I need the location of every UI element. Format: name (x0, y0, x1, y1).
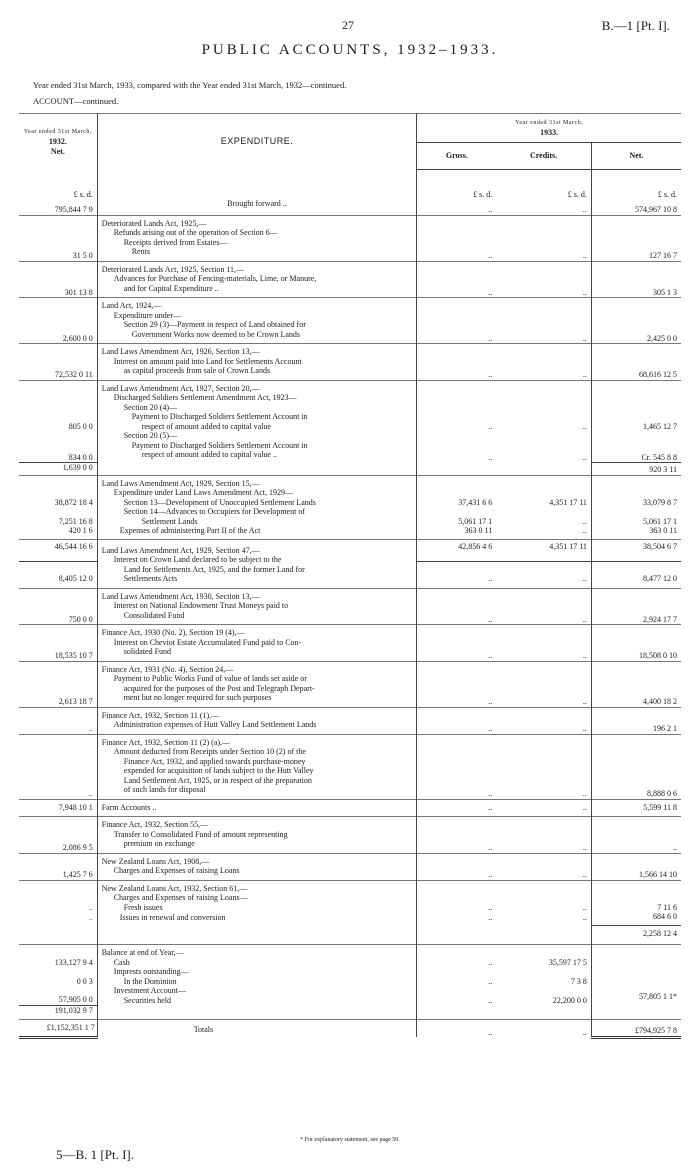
balance-imp-prev: 0 0 3 (19, 967, 97, 986)
lla27-gross: .. (417, 380, 496, 431)
lla27-line: Payment to Discharged Soldiers Settlement Account in (131, 440, 308, 450)
lla27-line: Payment to Discharged Soldiers Settlement Account in (131, 412, 308, 421)
fa31-line: Finance Act, 1931 (No. 4), Section 24,— (101, 664, 234, 674)
bf-desc: Brought forward .. (97, 199, 417, 215)
prev-year-header (19, 114, 97, 170)
fa32-11a-line: Finance Act, 1932, and applied towards purchase-money (123, 756, 306, 766)
subtotal-row (19, 1005, 681, 1020)
lla29-line: Expenses of administering Part II of the Act (97, 526, 417, 539)
table-row (19, 298, 681, 344)
nzla32-prev1: .. (19, 880, 97, 912)
fa32-11a-gross: .. (417, 734, 496, 799)
table-row (19, 526, 681, 539)
farm-gross: .. (417, 799, 496, 817)
la-line: Government Works now deemed to be Crown Lands (131, 329, 300, 339)
lla29-47-line: Land for Settlements Act, 1925, and the former Land for (123, 564, 305, 574)
balance-net: 57,805 1 1* (639, 992, 677, 1001)
bf-prev: 795,844 7 9 (19, 199, 97, 215)
nzla32-net2: 684 6 0 (653, 912, 677, 921)
lla29-a-prev: 38,872 18 4 (19, 475, 97, 507)
la-net: 2,425 0 0 (591, 298, 681, 344)
lla27-prev1: 805 0 0 (19, 380, 97, 431)
current-year-header (417, 114, 681, 143)
lla30-net: 2,924 17 7 (591, 588, 681, 625)
document-reference: B.—1 [Pt. I]. (601, 18, 670, 33)
lla26-credits: .. (496, 344, 591, 381)
table-row (19, 707, 681, 734)
nzla32-line: New Zealand Loans Act, 1932, Section 61,— (101, 883, 248, 893)
lla29-c-net: 363 0 11 (649, 526, 677, 535)
farm-prev: 7,948 10 1 (19, 799, 97, 817)
fa32-55-line: premium on exchange (123, 839, 195, 848)
table-row (19, 734, 681, 799)
dla-prev: 31 5 0 (19, 215, 97, 261)
balance-line: Balance at end of Year,— (101, 948, 184, 957)
fa30-gross: .. (417, 625, 496, 662)
lla27-net1: 1,465 12 7 (591, 380, 681, 431)
nzla32-net1: 7 11 6 (591, 880, 681, 912)
nzla32-line: Charges and Expenses of raising Loans— (113, 893, 248, 902)
nzla08-prev: 1,425 7 6 (19, 853, 97, 880)
farm-net: 5,599 11 8 (591, 799, 681, 817)
fa31-line: Payment to Public Works Fund of value of lands set aside or (113, 674, 307, 683)
table-row (19, 853, 681, 880)
totals-gross: .. (417, 1020, 496, 1038)
expenditure-header: EXPENDITURE. (97, 114, 417, 170)
balance-gross: .. (488, 995, 493, 1005)
lla27-prev-total: 1,639 0 0 (19, 463, 97, 476)
table-row (19, 912, 681, 925)
fa32-11a-line: of such lands for disposal (123, 785, 206, 794)
fa30-line: Interest on Cheviot Estate Accumulated Fund paid to Con- (113, 637, 302, 647)
table-row (19, 475, 681, 507)
fa32-11a-line: expended for acquisition of lands subject to the Hutt Valley (123, 766, 314, 775)
fa32-11a-prev: .. (19, 734, 97, 799)
la-prev: 2,600 0 0 (19, 298, 97, 344)
table-row (19, 380, 681, 431)
balance-gross: .. (488, 976, 493, 986)
nzla32-gross: .. (488, 912, 493, 922)
fa32-55-gross: .. (417, 817, 496, 854)
dla-line: Refunds arising out of the operation of Section 6— (113, 228, 278, 237)
fa32-11a-line: Land Settlement Act, 1925, or in respect of the preparation (123, 775, 312, 785)
units-net: £ s. d. (657, 189, 677, 199)
lla27-credits: .. (496, 431, 591, 463)
lla29-c-prev: 420 1 6 (19, 526, 97, 539)
nzla32-line: Issues in renewal and conversion (97, 912, 417, 925)
fa31-line: ment but no longer required for such purposes (123, 693, 272, 702)
table-row (19, 799, 681, 817)
dla-credits: .. (496, 215, 591, 261)
gross-header: Gross. (417, 143, 496, 170)
fa30-credits: .. (496, 625, 591, 662)
page-subtitle: Year ended 31st March, 1933, compared with the Year ended 31st March, 1932—continued. (33, 80, 347, 90)
dla11-prev: 301 13 8 (19, 261, 97, 298)
lla29-line: Settlement Lands (141, 516, 198, 526)
fa31-credits: .. (496, 661, 591, 707)
table-row (19, 880, 681, 912)
table-header-row (19, 114, 681, 143)
lla27-net2: Cr. 545 8 8 (641, 452, 677, 462)
lla29-line: Land Laws Amendment Act, 1929, Section 15,— (101, 478, 260, 488)
balance-line: Investment Account— (113, 986, 186, 995)
dla11-line: Advances for Purchase of Fencing-materials, Lime, or Manure, (113, 274, 317, 283)
fa31-prev: 2,613 18 7 (19, 661, 97, 707)
totals-prev: £1,152,351 1 7 (19, 1020, 97, 1038)
lla30-line: Land Laws Amendment Act, 1930, Section 13,— (101, 591, 260, 601)
table-row (19, 507, 681, 526)
dla-gross: .. (417, 215, 496, 261)
nzla32-gross: .. (417, 880, 496, 912)
balance-cash-prev: 133,127 9 4 (19, 945, 97, 968)
subtotal-row (19, 539, 681, 562)
table-row (19, 967, 681, 986)
lla29-47-credits: .. (496, 562, 591, 588)
lla27-prev2: 834 0 0 (19, 431, 97, 463)
dla-net: 127 16 7 (591, 215, 681, 261)
lla29-a-net: 33,079 8 7 (591, 475, 681, 507)
lla29-b-prev: 7,251 16 8 (19, 507, 97, 526)
page-number: 27 (342, 18, 354, 32)
fa31-line: acquired for the purposes of the Post and Telegraph Depart- (123, 683, 315, 693)
fa32-55-prev: 2,086 9 5 (19, 817, 97, 854)
lla29-a-gross: 37,431 6 6 (417, 475, 496, 507)
table-row (19, 945, 681, 968)
balance-line: Cash (113, 957, 130, 967)
units-credits: £ s. d. (496, 170, 591, 200)
totals-credits: .. (496, 1020, 591, 1038)
lla27-gross: .. (488, 453, 493, 462)
lla27-line: Land Laws Amendment Act, 1927, Section 20,— (101, 383, 260, 393)
lla26-gross: .. (417, 344, 496, 381)
lla26-line: Land Laws Amendment Act, 1926, Section 13,— (101, 347, 260, 356)
fa30-line: Finance Act, 1930 (No. 2), Section 19 (4),— (101, 628, 245, 637)
la-credits: .. (496, 298, 591, 344)
lla27-line: Discharged Soldiers Settlement Amendment Act, 1923— (113, 393, 297, 402)
lla29-t-net: 38,504 6 7 (591, 539, 681, 562)
subtotal-row (19, 463, 681, 476)
page-title: PUBLIC ACCOUNTS, 1932–1933. (201, 42, 499, 58)
prev-net-label: Net. (50, 146, 65, 156)
nzla08-line: New Zealand Loans Act, 1908,— (101, 856, 210, 866)
lla29-47-gross: .. (417, 562, 496, 588)
fa32-11-net: 196 2 1 (591, 707, 681, 734)
table-row (19, 817, 681, 854)
lla29-47-line: Interest on Crown Land declared to be subject to the (113, 555, 282, 564)
prev-year-label: 1932. (48, 137, 67, 146)
prev-year-caption: Year ended 31st March, (23, 128, 92, 135)
lla29-a-credits: 4,351 17 11 (496, 475, 591, 507)
account-label: ACCOUNT—continued. (33, 96, 119, 106)
units-row (19, 170, 681, 200)
lla29-c-gross: 363 0 11 (464, 526, 493, 535)
table-row (19, 625, 681, 662)
fa32-11a-line: Amount deducted from Receipts under Section 10 (2) of the (113, 747, 306, 756)
lla27-line: respect of amount added to capital value .. (141, 450, 277, 459)
totals-net: £794,925 7 8 (591, 1020, 681, 1038)
table-row (19, 344, 681, 381)
fa30-line: solidated Fund (123, 647, 172, 656)
dla-line: Deteriorated Lands Act, 1925,— (101, 218, 207, 228)
farm-desc: Farm Accounts .. (97, 799, 417, 817)
lla30-prev: 750 0 0 (19, 588, 97, 625)
nzla32-credits: .. (496, 880, 591, 912)
lla27-line: Section 20 (5)— (123, 431, 178, 440)
balance-inv-credits: 22,200 0 0 (496, 986, 591, 1005)
lla29-line: Section 13—Development of Unoccupied Settlement Lands (123, 497, 316, 507)
fa32-11a-net: 8,888 0 6 (591, 734, 681, 799)
dla11-gross: .. (417, 261, 496, 298)
dla11-credits: .. (496, 261, 591, 298)
lla29-b-credits: .. (496, 507, 591, 526)
fa31-gross: .. (417, 661, 496, 707)
fa32-11-credits: .. (496, 707, 591, 734)
fa32-11-line: Finance Act, 1932, Section 11 (1),— (101, 710, 220, 720)
nzla32-net-total: 2,258 12 4 (591, 925, 681, 945)
lla29-b-net: 5,061 17 1 (643, 516, 677, 526)
balance-prev-total: 191,032 9 7 (19, 1005, 97, 1020)
balance-line: Securities held (123, 995, 172, 1005)
lla29-t-prev: 46,544 16 6 (19, 539, 97, 562)
lla29-47-line: Settlements Acts (123, 574, 178, 583)
fa32-55-net: .. (591, 817, 681, 854)
farm-credits: .. (496, 799, 591, 817)
balance-imp-credits: 7 3 8 (496, 967, 591, 986)
lla26-net: 68,616 12 5 (591, 344, 681, 381)
signature: 5—B. 1 [Pt. I]. (56, 1147, 134, 1162)
balance-inv-prev: 57,905 0 0 (19, 986, 97, 1005)
fa30-net: 18,508 0 10 (591, 625, 681, 662)
lla29-t-gross: 42,856 4 6 (417, 539, 496, 562)
page-header (0, 18, 700, 34)
balance-gross: .. (417, 945, 496, 968)
lla29-47-line: Land Laws Amendment Act, 1929, Section 47,— (101, 545, 260, 555)
la-line: Expenditure under— (113, 310, 182, 320)
table-row (19, 215, 681, 261)
lla27-credits: .. (496, 380, 591, 431)
credits-header: Credits. (496, 143, 591, 170)
dla-line: Rents (131, 247, 150, 256)
brought-forward-row: 795,844 7 9 Brought forward .. .. .. 574,967 10 8 (19, 199, 681, 215)
totals-row (19, 1020, 681, 1038)
lla30-credits: .. (496, 588, 591, 625)
fa32-55-credits: .. (496, 817, 591, 854)
footnote: * For explanatory statement, see page 50. (300, 1137, 400, 1143)
curr-year-caption: Year ended 31st March, (515, 119, 584, 126)
fa32-11a-line: Finance Act, 1932, Section 11 (2) (a),— (101, 737, 231, 747)
table-row (19, 261, 681, 298)
table-row (19, 661, 681, 707)
la-line: Land Act, 1924,— (101, 301, 162, 310)
lla29-line: Section 14—Advances to Occupiers for Development of (123, 507, 305, 516)
fa32-11-prev: .. (19, 707, 97, 734)
la-line: Section 29 (3)—Payment in respect of Land obtained for (123, 320, 306, 329)
units-prev: £ s. d. (19, 170, 97, 200)
nzla32-line: Fresh issues (123, 902, 163, 912)
dla11-line: and for Capital Expenditure .. (123, 283, 219, 293)
balance-cash-credits: 35,597 17 5 (496, 945, 591, 968)
lla30-gross: .. (417, 588, 496, 625)
fa32-11-gross: .. (417, 707, 496, 734)
dla11-net: 305 1 3 (591, 261, 681, 298)
lla26-prev: 72,532 0 11 (19, 344, 97, 381)
lla29-line: Expenditure under Land Laws Amendment Act, 1929— (113, 488, 293, 497)
fa32-11-line: Administration expenses of Hutt Valley Land Settlement Lands (113, 720, 317, 729)
lla29-47-prev: 8,405 12 0 (19, 562, 97, 588)
dla11-line: Deteriorated Lands Act, 1925, Section 11,— (101, 264, 245, 274)
lla30-line: Interest on National Endowment Trust Moneys paid to (113, 601, 289, 610)
nzla32-credits: .. (496, 912, 591, 925)
nzla08-gross: .. (417, 853, 496, 880)
net-header: Net. (591, 143, 681, 170)
balance-line: In the Dominion (123, 976, 177, 986)
table-row (19, 588, 681, 625)
bf-net: 574,967 10 8 (635, 205, 677, 214)
la-gross: .. (417, 298, 496, 344)
lla29-t-credits: 4,351 17 11 (496, 539, 591, 562)
units-gross: £ s. d. (473, 189, 493, 199)
fa32-11a-credits: .. (496, 734, 591, 799)
table-row (19, 986, 681, 1005)
nzla08-credits: .. (496, 853, 591, 880)
lla29-47-net: 8,477 12 0 (591, 562, 681, 588)
table-row (19, 431, 681, 463)
subtotal-row (19, 925, 681, 945)
lla26-line: Interest on amount paid into Land for Settlements Account (113, 356, 302, 366)
fa32-55-line: Transfer to Consolidated Fund of amount representing (113, 829, 288, 839)
lla30-line: Consolidated Fund (123, 610, 185, 620)
totals-desc: Totals (97, 1020, 417, 1038)
lla26-line: as capital proceeds from sale of Crown Lands (123, 366, 271, 375)
lla27-line: Section 20 (4)— (123, 402, 178, 412)
dla-line: Receipts derived from Estates— (123, 237, 228, 247)
nzla32-prev2: .. (19, 912, 97, 925)
balance-line: Imprests outstanding— (113, 967, 189, 976)
nzla08-line: Charges and Expenses of raising Loans (113, 866, 240, 875)
nzla08-net: 1,566 14 10 (591, 853, 681, 880)
lla27-net-total: 920 3 11 (591, 463, 681, 476)
fa32-55-line: Finance Act, 1932, Section 55,— (101, 820, 209, 829)
lla29-b-gross: 5,061 17 1 (458, 516, 493, 526)
lla29-c-credits: .. (496, 526, 591, 539)
curr-year-label: 1933. (540, 128, 559, 137)
fa30-prev: 18,535 10 7 (19, 625, 97, 662)
fa31-net: 4,400 18 2 (591, 661, 681, 707)
lla27-line: respect of amount added to capital value (141, 421, 271, 431)
expenditure-table (19, 113, 681, 1039)
